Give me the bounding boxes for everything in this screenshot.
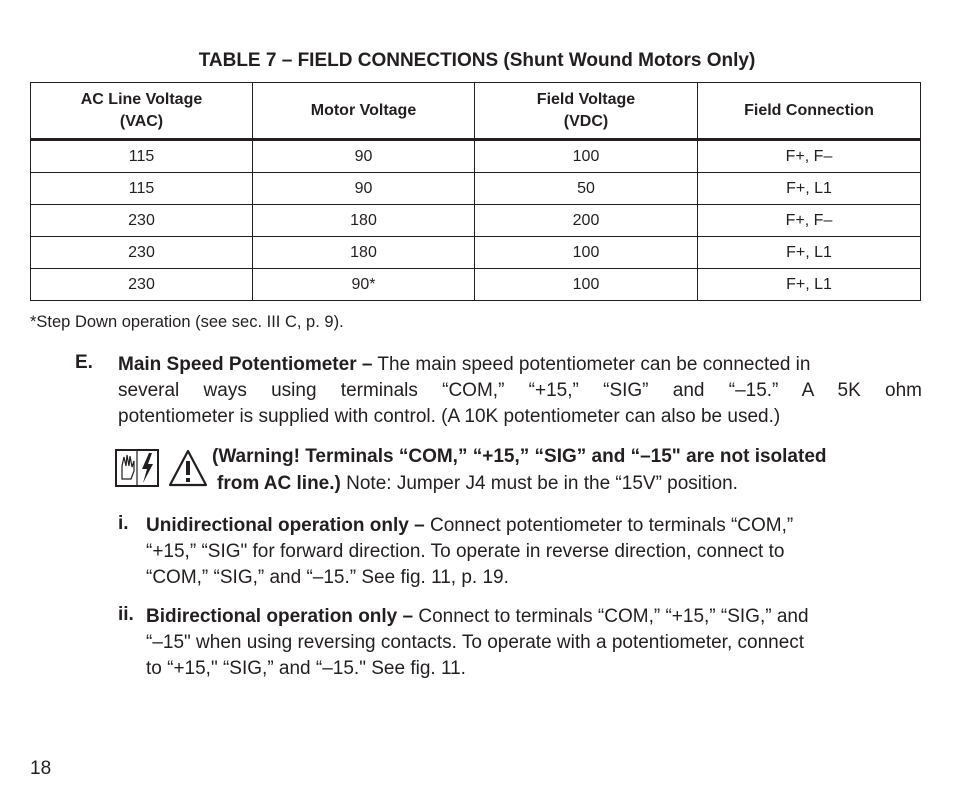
text-line: “+15,” “SIG" for forward direction. To operate in reverse direction, connect to <box>146 541 785 562</box>
column-header: Motor Voltage <box>253 83 475 140</box>
warning-triangle-icon <box>168 448 208 493</box>
hand-shock-icon <box>115 449 159 492</box>
table-cell: 115 <box>31 140 253 173</box>
warning-block <box>115 443 922 493</box>
text-line: “COM,” “SIG,” and “–15.” See fig. 11, p. 19. <box>146 567 509 588</box>
warning-text <box>212 443 827 497</box>
table-cell: 100 <box>475 269 698 301</box>
table-cell: 90* <box>253 269 475 301</box>
column-header: Field Connection <box>698 83 921 140</box>
text-line: to “+15," “SIG,” and “–15." See fig. 11. <box>146 658 466 679</box>
section-e-paragraph <box>118 352 922 430</box>
table-row <box>31 205 921 237</box>
text-line: Main Speed Potentiometer – The main speed potentiometer can be connected in <box>118 354 811 375</box>
text-line: Unidirectional operation only – Connect potentiometer to terminals “COM,” <box>146 515 794 536</box>
table-cell: 100 <box>475 140 698 173</box>
table-cell: 50 <box>475 173 698 205</box>
section-e-heading: Main Speed Potentiometer – <box>118 354 373 375</box>
page-number: 18 <box>30 758 52 779</box>
table-cell: 90 <box>253 140 475 173</box>
table-cell: F+, L1 <box>698 237 921 269</box>
table-cell: 180 <box>253 205 475 237</box>
table-cell: 115 <box>31 173 253 205</box>
text-line: several ways using terminals “COM,” “+15,” “SIG” and “–15.” A 5K ohm <box>118 380 922 401</box>
table-row <box>31 173 921 205</box>
table-cell: 180 <box>253 237 475 269</box>
item-ii-label: ii. <box>118 604 134 625</box>
table-cell: F+, F– <box>698 140 921 173</box>
column-header: AC Line Voltage (VAC) <box>31 83 253 140</box>
text-line: (Warning! Terminals “COM,” “+15,” “SIG” and “–15" are not isolated <box>212 446 827 467</box>
item-i-paragraph <box>146 513 922 591</box>
item-ii-heading: Bidirectional operation only – <box>146 606 414 627</box>
table-cell: 230 <box>31 205 253 237</box>
column-header: Field Voltage (VDC) <box>475 83 698 140</box>
item-i-label: i. <box>118 513 129 534</box>
table-cell: 90 <box>253 173 475 205</box>
table-cell: 200 <box>475 205 698 237</box>
table-cell: F+, F– <box>698 205 921 237</box>
table-cell: 230 <box>31 237 253 269</box>
table-cell: 230 <box>31 269 253 301</box>
field-connections-table <box>30 82 921 301</box>
item-i-heading: Unidirectional operation only – <box>146 515 425 536</box>
table-header-row <box>31 83 921 140</box>
text-line: from AC line.) Note: Jumper J4 must be in the “15V” position. <box>217 473 738 494</box>
text-line: Bidirectional operation only – Connect to terminals “COM,” “+15,” “SIG,” and <box>146 606 809 627</box>
table-row <box>31 269 921 301</box>
table-row <box>31 140 921 173</box>
section-e-label: E. <box>75 352 93 373</box>
table-title: TABLE 7 – FIELD CONNECTIONS (Shunt Wound Motors Only) <box>198 50 756 71</box>
item-ii-paragraph <box>146 604 922 682</box>
table-cell: 100 <box>475 237 698 269</box>
table-cell: F+, L1 <box>698 269 921 301</box>
table-row <box>31 237 921 269</box>
text-line: “–15" when using reversing contacts. To operate with a potentiometer, connect <box>146 632 805 653</box>
text-line: potentiometer is supplied with control. (A 10K potentiometer can also be used.) <box>118 406 781 427</box>
table-cell: F+, L1 <box>698 173 921 205</box>
table-footnote: *Step Down operation (see sec. III C, p. 9). <box>30 313 344 331</box>
